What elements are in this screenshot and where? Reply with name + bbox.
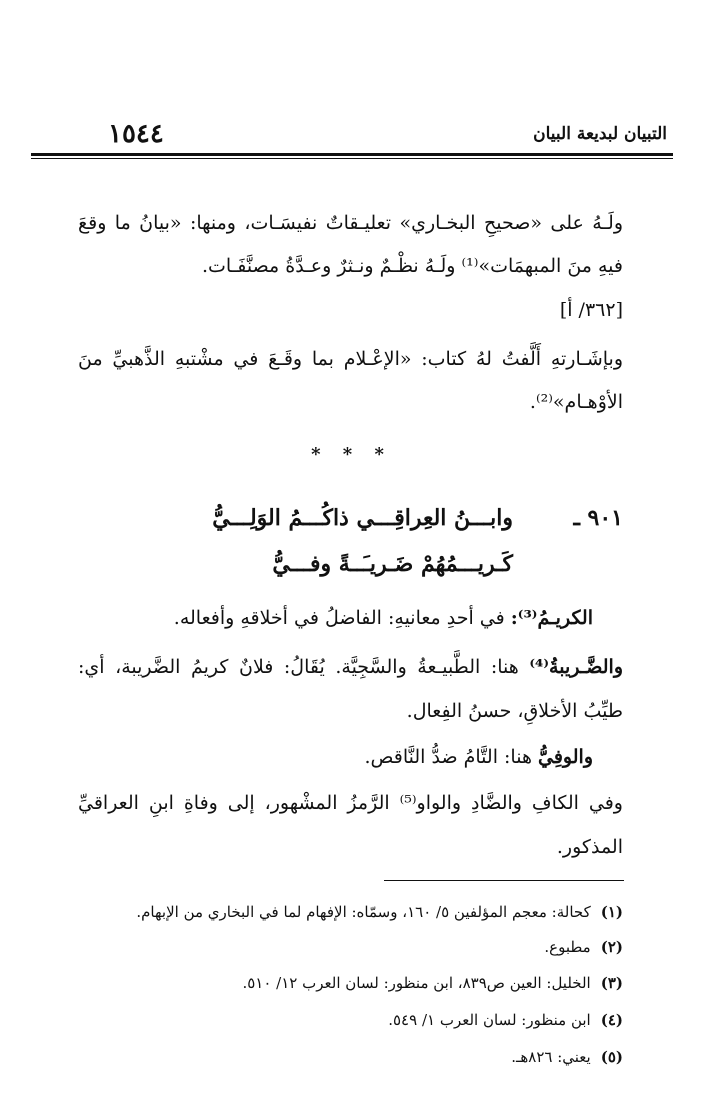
footnote-text: الخليل: العين ص٨٣٩، ابن منظور: لسان العرب ١٢/ ٥١٠. — [242, 974, 591, 992]
verse-number: ٩٠١ ـ — [573, 505, 623, 531]
footnote — [136, 903, 623, 921]
footnote-number: (٣) — [600, 974, 623, 992]
footnote — [242, 974, 623, 992]
footnote — [544, 938, 623, 956]
paragraph-line: الأوْهـام»⁽²⁾. — [529, 391, 623, 413]
header-rule-thin — [31, 158, 673, 159]
running-header-title: التبيان لبديعة البيان — [533, 124, 667, 144]
definition-text: هنا: الطَّبيـعةُ والسَّجِيَّة. يُقَالُ: فلانٌ كريمُ الضَّريبة، أي: — [78, 656, 519, 678]
page-number: ١٥٤٤ — [108, 119, 164, 149]
header-rule-thick — [31, 153, 673, 156]
footnote-text: ابن منظور: لسان العرب ١/ ٥٤٩. — [388, 1011, 591, 1029]
footnote-number: (١) — [600, 903, 623, 921]
footnote-text: مطبوع. — [544, 938, 591, 956]
paragraph-line: المذكور. — [556, 836, 623, 858]
footnote-text: يعني: ٨٢٦هـ. — [511, 1048, 591, 1066]
definition-text: هنا: التَّامُ ضدُّ النَّاقص. — [364, 746, 532, 768]
paragraph-line: وفي الكافِ والضَّادِ والواو⁽⁵⁾ الرَّمزُ المشْهور، إلى وفاةِ ابنِ العراقيِّ — [78, 792, 623, 814]
paragraph-line: وبإشَـارتهِ أَلَّفتُ لهُ كتاب: «الإعْـلام بما وقَـعَ في مشْتبهِ الذَّهبيِّ منَ — [78, 348, 623, 370]
paragraph-line: ولَـهُ على «صحيحِ البخـاري» تعليـقاتٌ نفيسَـات، ومنها: «بيانُ ما وقعَ — [78, 212, 623, 234]
footnote-number: (٤) — [600, 1011, 623, 1029]
footnote — [511, 1048, 623, 1066]
footnote — [388, 1011, 623, 1029]
footnote-number: (٥) — [600, 1048, 623, 1066]
folio-marker: [٣٦٢/ أ] — [559, 299, 623, 321]
verse-line: كَـريـــمُهُمْ ضَـريـَــةً وفـــيُّ — [272, 551, 513, 577]
definition-line — [78, 656, 623, 678]
footnote-separator — [384, 880, 624, 881]
footnote-number: (٢) — [600, 938, 623, 956]
definition-term: والوفِيُّ — [538, 746, 593, 768]
definition-term: والضَّـريبةُ⁽⁴⁾ — [529, 656, 623, 678]
definition-text: في أحدِ معانيهِ: الفاضلُ في أخلاقهِ وأفعاله. — [173, 607, 505, 629]
definition-line — [174, 607, 593, 629]
definition-line — [364, 746, 593, 768]
definition-line: طيِّبُ الأخلاقِ، حسنُ الفِعال. — [406, 700, 623, 722]
verse-line: وابـــنُ العِراقِـــي ذاكُـــمُ الوَلِـــيُّ — [212, 505, 513, 531]
section-divider: * * * — [311, 444, 392, 465]
definition-term: الكريـمُ⁽³⁾: — [510, 607, 593, 629]
footnote-text: كحالة: معجم المؤلفين ٥/ ١٦٠، وسمّاه: الإفهام لما في البخاري من الإبهام. — [136, 903, 591, 921]
paragraph-line: فيهِ منَ المبهمَات»⁽¹⁾ ولَـهُ نظْـمٌ ونـثرٌ وعـدَّةُ مصنَّفَـات. — [201, 255, 623, 277]
